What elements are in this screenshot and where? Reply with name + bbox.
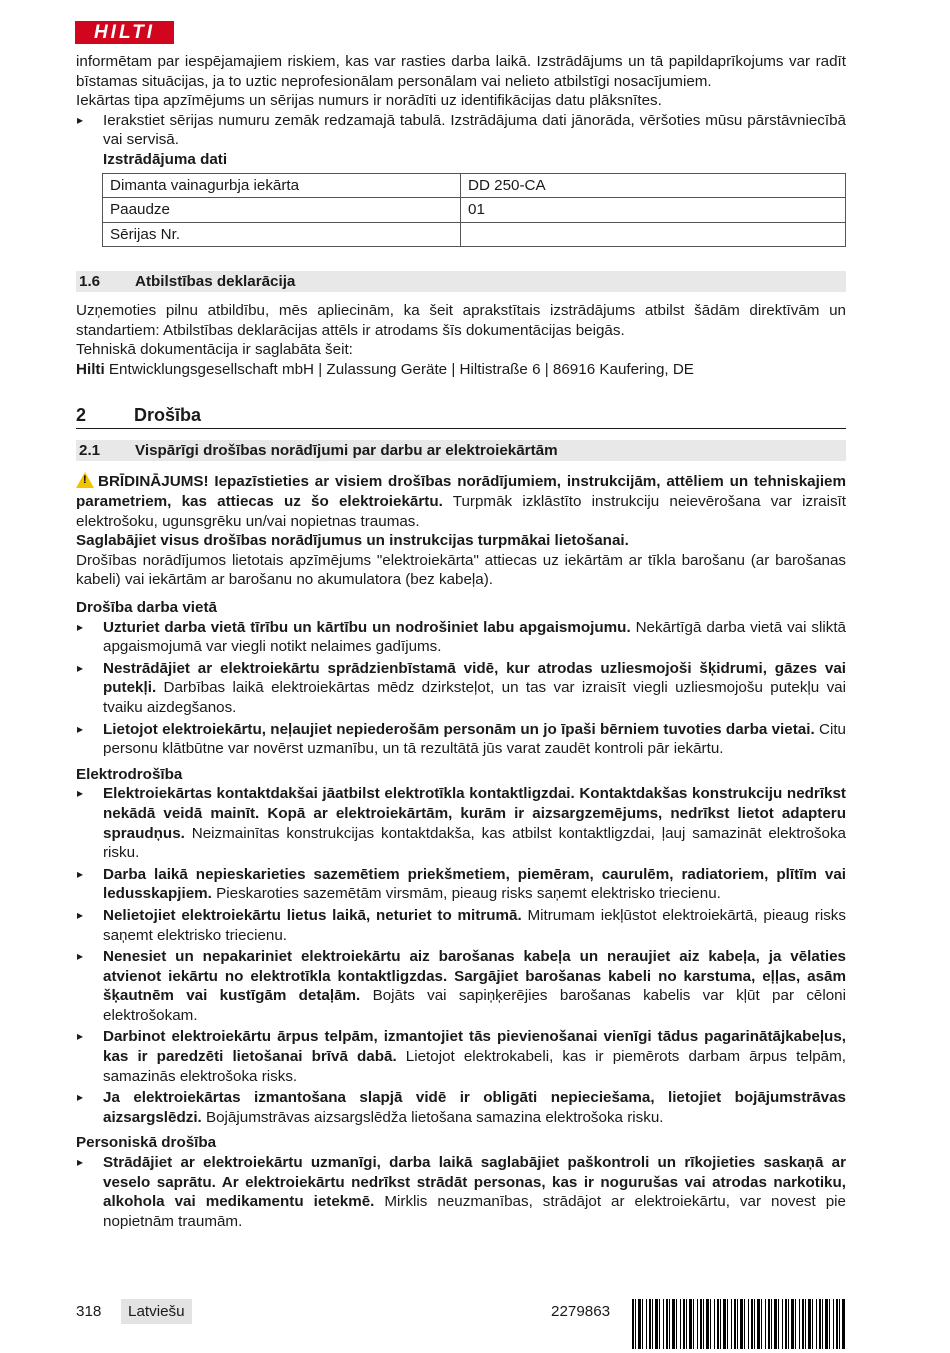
personal-safety-list (76, 1153, 846, 1231)
list-item-bold: Uzturiet darba vietā tīrību un kārtību un nodrošiniet labu apgaismojumu. (103, 618, 631, 636)
electrical-heading: Elektrodrošība (76, 765, 183, 783)
list-item-bold: Elektroiekārtas kontaktdakšai jāatbilst elektrotīkla kontaktligzdai. Kontaktdakšas konstrukciju nedrīkst nekādā veidā mainīt. Kopā ar elektroiekārtām, kurām ir aizsargzemējums, nedrīkst lietot adapteru spraudņus. (103, 785, 846, 842)
product-data-title: Izstrādājuma dati (103, 150, 228, 168)
list-item-bold: Darba laikā nepieskarieties sazemētiem priekšmetiem, piemēram, caurulēm, radiatoriem, plītīm vai ledusskapjiem. (103, 865, 846, 903)
table-row (103, 173, 846, 198)
logo-text: HILTI (93, 22, 156, 43)
list-item (76, 1153, 846, 1231)
list-item-text: Bojāts vai sapiņķerējies barošanas kabelis var kļūt par cēloni elektrošokam. (103, 987, 847, 1024)
section-title: Drošība (134, 405, 202, 426)
section-2-heading (76, 402, 846, 429)
section-title: Atbilstības deklarācija (135, 273, 296, 291)
table-cell (461, 222, 846, 247)
list-item (76, 1027, 846, 1086)
list-item-text: Bojājumstrāvas aizsargslēdža lietošana samazina elektrošoka risku. (201, 1108, 664, 1126)
warning-text: Turpmāk izklāstīto instrukciju neievērošana var izraisīt elektrošoku, ugunsgrēku un/vai nopietnas traumas. (76, 493, 846, 530)
documentation-paragraph: Tehniskā dokumentācija ir saglabāta šeit: (76, 341, 353, 359)
work-area-heading: Drošība darba vietā (76, 599, 217, 616)
address-text: Entwicklungsgesellschaft mbH | Zulassung Geräte | Hiltistraße 6 | 86916 Kaufering, DE (104, 360, 694, 378)
list-item-text: Neizmainītas konstrukcijas kontaktdakša, kas atbilst kontaktligzdai, ļauj samazināt elektrošoka risku. (103, 824, 846, 862)
table-cell: Dimanta vainagurbja iekārta (103, 173, 461, 198)
section-title: Vispārīgi drošības norādījumi par darbu ar elektroiekārtām (135, 442, 558, 460)
warning-icon (76, 472, 94, 488)
work-area-list (76, 618, 846, 759)
table-cell: Paaudze (103, 198, 461, 223)
save-instructions: Saglabājiet visus drošības norādījumus un instrukcijas turpmākai lietošanai. (76, 532, 629, 550)
intro-paragraph-2: Iekārtas tipa apzīmējums un sērijas numurs ir norādīti uz identifikācijas datu plāksnītes. (76, 92, 662, 110)
list-item (76, 906, 846, 945)
warning-bold-text: BRĪDINĀJUMS! Iepazīstieties ar visiem drošības norādījumiem, instrukcijām, attēliem un tehniskajiem parametriem, kas attiecas uz šo elektroiekārtu. (76, 473, 846, 511)
table-row (103, 198, 846, 223)
list-item-bold: Lietojot elektroiekārtu, neļaujiet nepiederošām personām un jo īpaši bērniem tuvoties darba vietai. (103, 720, 815, 738)
table-cell: Sērijas Nr. (103, 222, 461, 247)
product-data-table (102, 173, 846, 248)
warning-paragraph (76, 472, 846, 531)
intro-paragraph-1: informētam par iespējamajiem riskiem, kas var rasties darba laikā. Izstrādājums un tā papildaprīkojums var radīt bīstamas situācijas, ja to uztic neprofesionālam personālam vai nelieto atbilstīgi nosacījumiem. (76, 53, 846, 90)
personal-safety-heading: Personiskā drošība (76, 1134, 217, 1152)
barcode-image (632, 1299, 846, 1349)
list-item-text: Darbības laikā elektroiekārtas mēdz dzirksteļot, un tas var izraisīt viegli uzliesmojošu putekļu vai tvaiku aizdegšanos. (103, 679, 846, 716)
section-2-1-heading (76, 440, 846, 461)
company-name: Hilti (76, 360, 105, 378)
table-row (103, 222, 846, 247)
list-item-text: Mitrumam iekļūstot elektroiekārtā, pieaug risks saņemt elektrisko triecienu. (103, 906, 846, 944)
list-item-text: Citu personu klātbūtne var novērst uzmanību, un tā rezultātā jūs varat zaudēt kontroli pār iekārtu. (103, 720, 846, 758)
list-item-bold: Darbinot elektroiekārtu ārpus telpām, izmantojiet tās pievienošanai vienīgi tādus pagarinātājkabeļus, kas ir paredzēti lietošanai brīvā dabā. (103, 1028, 846, 1066)
list-item (76, 720, 846, 759)
list-item-bold: Nenesiet un nepakariniet elektroiekārtu aiz barošanas kabeļa un neraujiet aiz kabeļa, ja vēlaties atvienot iekārtu no elektrotīkla kontaktligzdas. Sargājiet barošanas kabeli no karstuma, eļļas, asām šķautnēm vai kustīgām detaļām. (103, 948, 846, 1005)
list-item (76, 784, 846, 862)
page-footer (76, 1299, 846, 1325)
section-number: 2.1 (79, 442, 101, 460)
document-number: 2279863 (551, 1303, 611, 1320)
intro-bullet: ▸ Ierakstiet sērijas numuru zemāk redzamajā tabulā. Izstrādājuma dati jānorāda, vēršoties mūsu pārstāvniecībā vai servisā. (76, 111, 846, 150)
table-cell: DD 250-CA (461, 173, 846, 198)
list-item-text: Nekārtīgā darba vietā vai sliktā apgaismojumā var viegli notikt nelaimes gadījums. (103, 618, 846, 656)
page-number: 318 (76, 1303, 102, 1320)
address-paragraph (76, 360, 846, 380)
list-item-text: Mirklis neuzmanības, strādājot ar elektroiekārtu, var novest pie nopietnām traumām. (103, 1193, 846, 1230)
section-number: 1.6 (79, 273, 101, 291)
list-item-text: Lietojot elektrokabeli, kas ir piemērots darbam ārpus telpām, samazinās elektrošoka risks. (103, 1048, 846, 1085)
declaration-paragraph: Uzņemoties pilnu atbildību, mēs apliecinām, ka šeit aprakstītais izstrādājums atbilst šādām direktīvām un standartiem: Atbilstības deklarācijas attēls ir atrodams šīs dokumentācijas beigās. (76, 302, 846, 339)
list-item-bold: Nelietojiet elektroiekārtu lietus laikā, neturiet to mitrumā. (103, 906, 522, 924)
table-cell: 01 (461, 198, 846, 223)
list-item-text: Pieskaroties sazemētām virsmām, pieaug risks saņemt elektrisko triecienu. (211, 885, 721, 903)
language-label: Latviešu (121, 1299, 192, 1324)
list-item (76, 865, 846, 904)
list-item-bold: Strādājiet ar elektroiekārtu uzmanīgi, darba laikā saglabājiet paškontroli un rīkojieties saskaņā ar veselo saprātu. Ar elektroiekārtu nedrīkst strādāt personas, kas ir nogurušas vai atrodas narkotiku, alkohola vai medikamentu ietekmē. (103, 1154, 846, 1211)
list-item (76, 947, 846, 1025)
hilti-logo (75, 21, 174, 44)
list-item (76, 1088, 846, 1127)
term-paragraph: Drošības norādījumos lietotais apzīmējums "elektroiekārta" attiecas uz iekārtām ar tīkla barošanu (ar barošanas kabeli) vai iekārtām ar barošanu no akumulatora (bez kabeļa). (76, 551, 846, 589)
list-item (76, 618, 846, 657)
section-number: 2 (76, 405, 87, 426)
electrical-list (76, 784, 846, 1127)
list-item (76, 659, 846, 718)
page-content (76, 52, 846, 1231)
list-item-bold: Nestrādājiet ar elektroiekārtu sprādzienbīstamā vidē, kur atrodas uzliesmojoši šķidrumi, gāzes vai putekļi. (103, 659, 846, 697)
section-1-6-heading (76, 271, 846, 292)
list-item-bold: Ja elektroiekārtas izmantošana slapjā vidē ir obligāti nepieciešama, lietojiet bojājumstrāvas aizsargslēdzi. (103, 1089, 846, 1126)
